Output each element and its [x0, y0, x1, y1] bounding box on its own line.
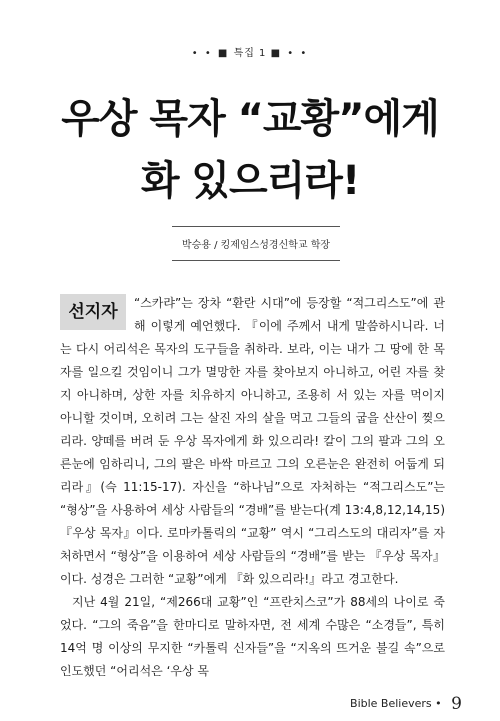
- section-header: [0, 44, 500, 59]
- section-label: 특집 1: [233, 48, 267, 59]
- title-line-2: 화 있으리라!: [140, 158, 360, 204]
- author-byline: 박승용 / 킹제임스성경신학교 학장: [172, 226, 340, 261]
- title-line-1: 우상 목자 “교황”에게: [61, 96, 439, 142]
- page-number: 9: [451, 694, 462, 714]
- paragraph-2: 지난 4월 21일, “제266대 교황”인 “프란치스코”가 88세의 나이로 죽었다. “그의 죽음”을 한마디로 말하자면, 전 세계 수많은 “소경들”, 특히 14억 명 이상의 무지한 “카톨릭 신자들”을 “지옥의 뜨거운 불길 속”으로 인도했던 “어리석은 ‘우상 목: [60, 595, 445, 678]
- page-footer: [350, 694, 462, 714]
- section-tag: 선지자: [60, 294, 126, 330]
- magazine-name: Bible Believers: [350, 697, 432, 710]
- header-dots-left: • • ■: [191, 48, 230, 59]
- article-body: [60, 292, 445, 683]
- article-title: [0, 88, 500, 212]
- footer-separator: •: [435, 697, 442, 710]
- header-dots-right: ■ • •: [270, 48, 309, 59]
- paragraph-1: “스카랴”는 장차 “환란 시대”에 등장할 “적그리스도”에 관해 이렇게 예언했다. 『이에 주께서 내게 말씀하시니라. 너는 다시 어리석은 목자의 도구들을 취하라. 보라, 이는 내가 그 땅에 한 목자를 일으킬 것임이니 그가 멸망한 자를 찾아보지 아니하고, 어린 자를 찾지 아니하며, 상한 자를 치유하지 아니하고, 조용히 서 있는 자를 먹이지 아니할 것이며, 오히려 그는 살진 자의 살을 먹고 그들의 굽을 산산이 찢으리라. 양떼를 버려 둔 우상 목자에게 화 있으리라! 칼이 그의 팔과 그의 오른눈에 임하리니, 그의 팔은 바싹 마르고 그의 오른눈은 완전히 어둡게 되리라』(슥 11:15-17). 자신을 “하나님”으로 자처하는 “적그리스도”는 “형상”을 사용하여 세상 사람들의 “경배”를 받는다(계 13:4,8,12,14,15) 『우상 목자』이다. 로마카톨릭의 “교황” 역시 “그리스도의 대리자”를 자처하면서 “형상”을 이용하여 세상 사람들의 “경배”를 받는 『우상 목자』이다. 성경은 그러한 “교황”에게 『화 있으리라!』라고 경고한다.: [60, 296, 445, 586]
